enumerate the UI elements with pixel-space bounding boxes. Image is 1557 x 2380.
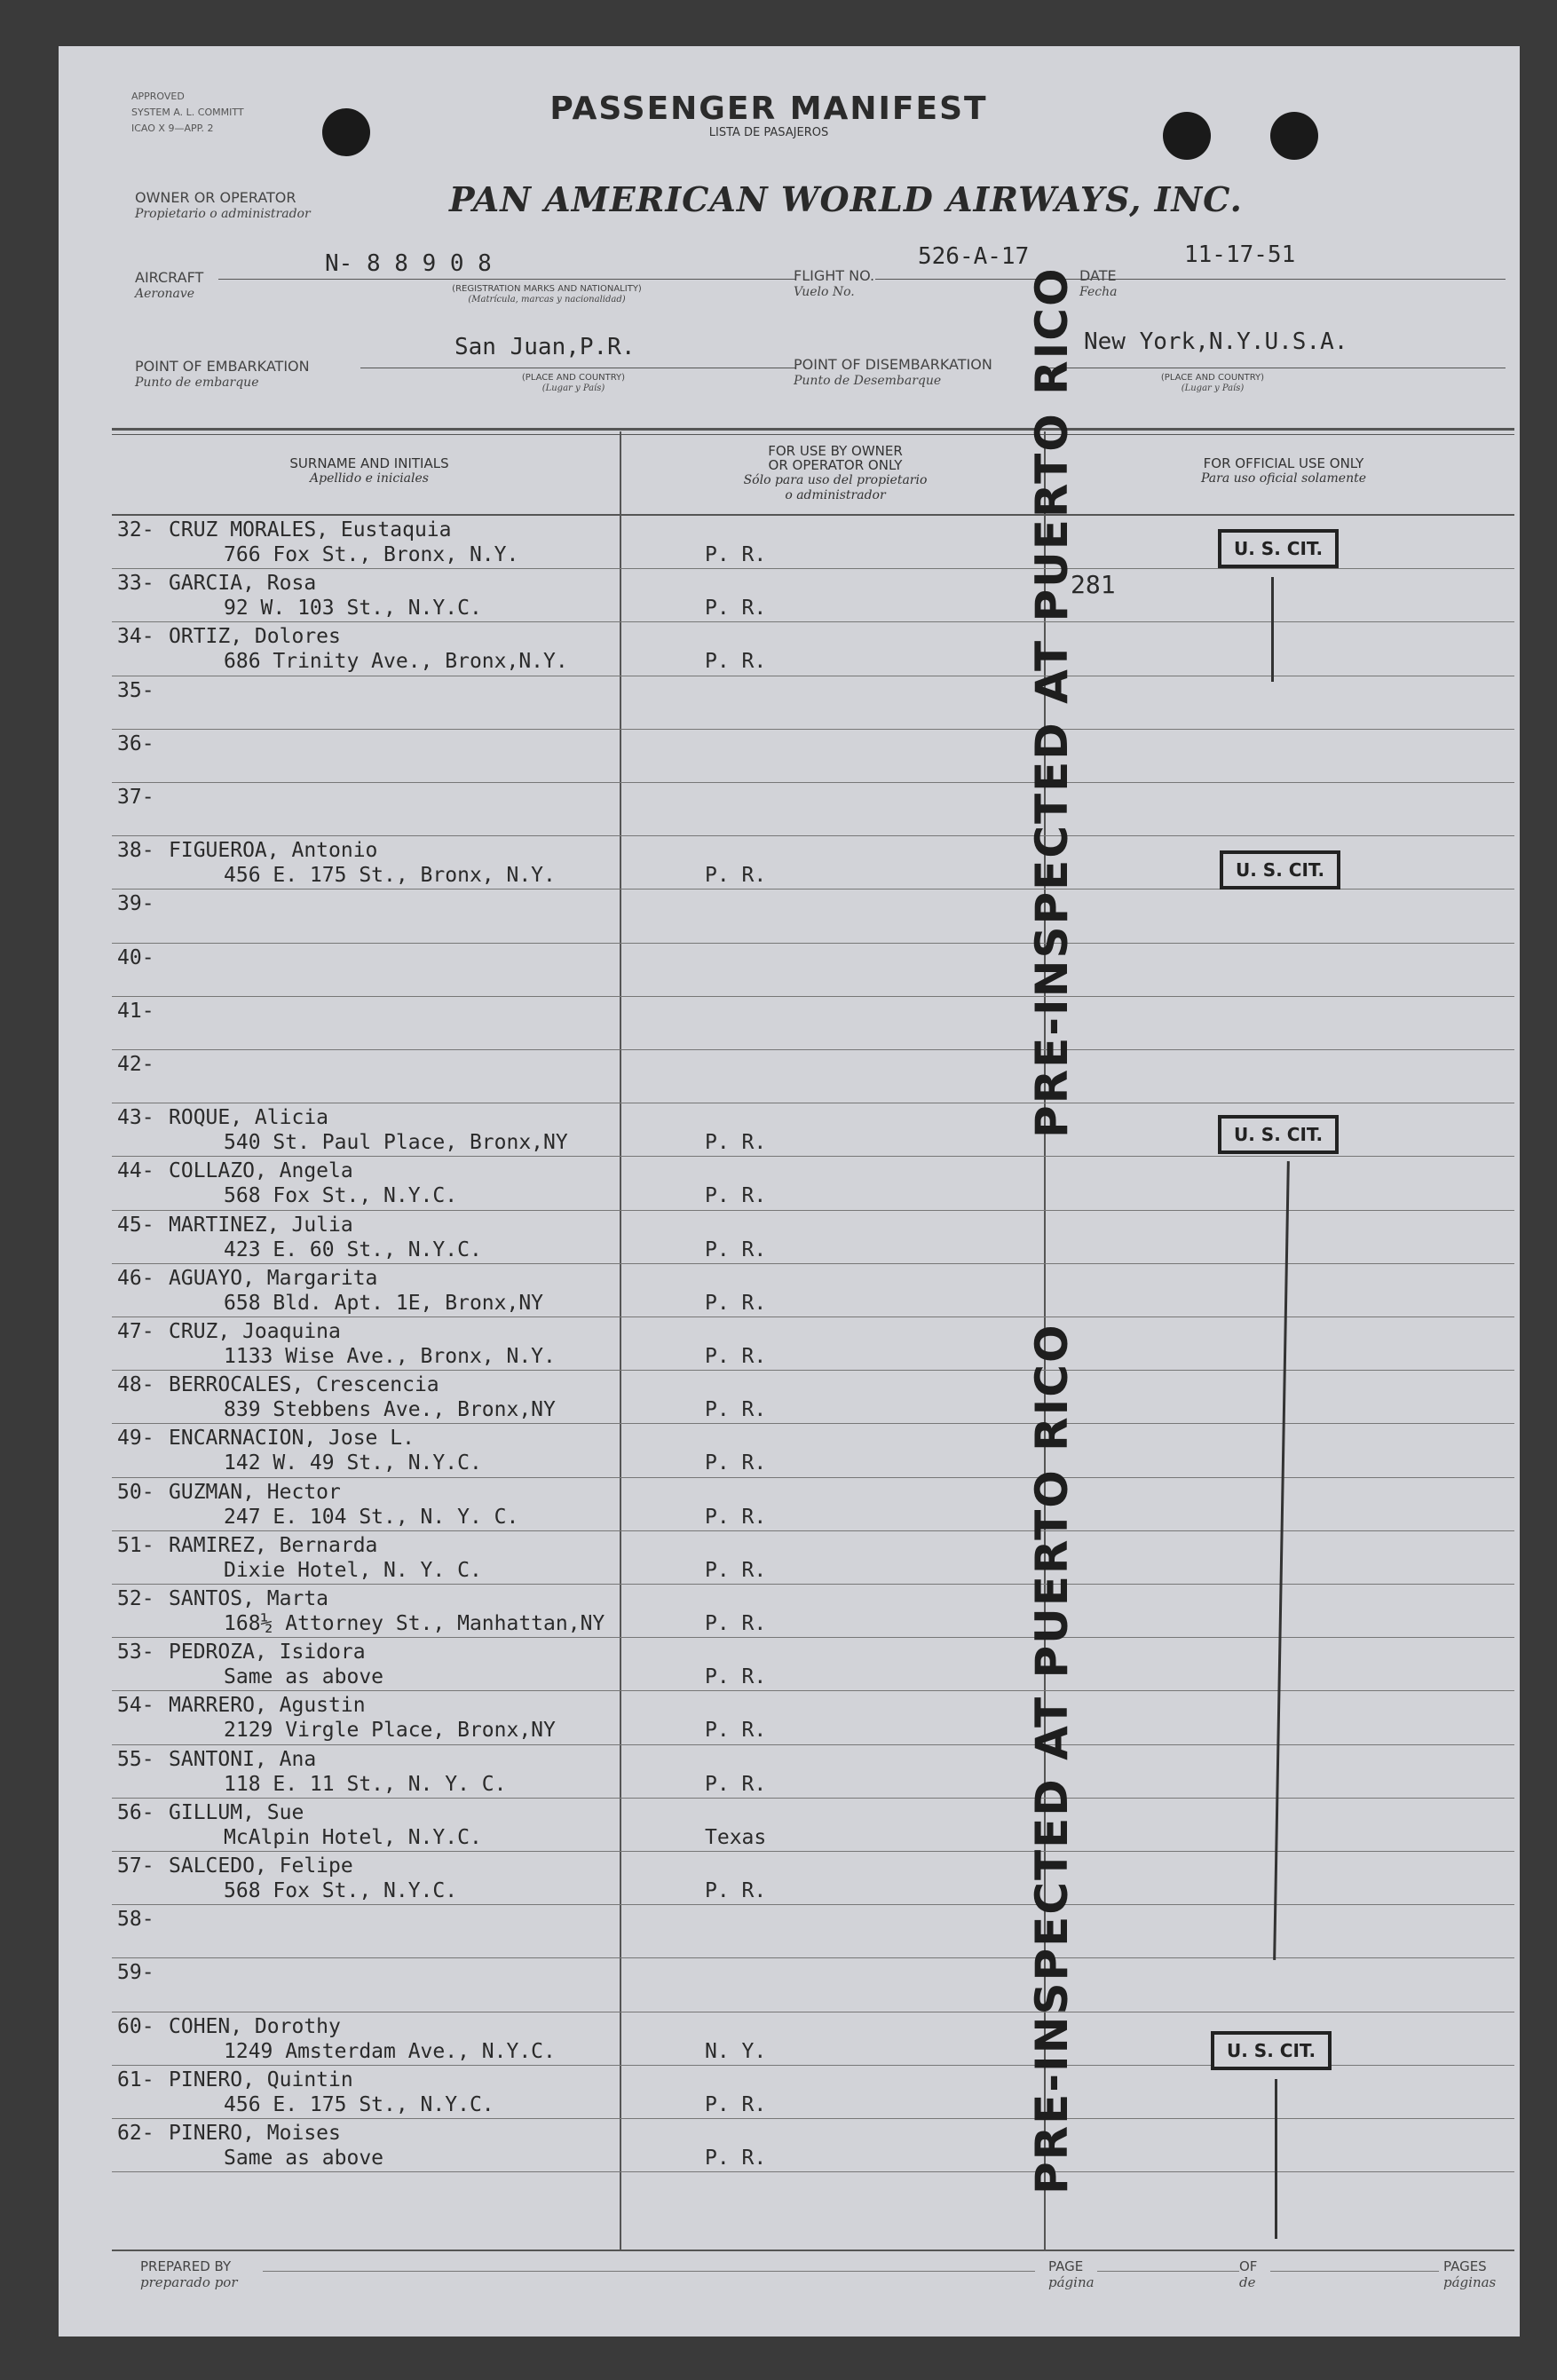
passenger-name: PINERO, Moises xyxy=(169,2122,341,2145)
row-number: 53- xyxy=(117,1641,154,1664)
passenger-address: 2129 Virgle Place, Bronx,NY xyxy=(224,1719,556,1743)
passenger-name: SALCEDO, Felipe xyxy=(169,1854,353,1878)
passenger-address: 568 Fox St., N.Y.C. xyxy=(224,1879,458,1902)
owner-use-entry: P. R. xyxy=(705,2147,767,2170)
row-divider xyxy=(112,1049,1514,1050)
row-divider xyxy=(112,729,1514,730)
owner-use-entry: P. R. xyxy=(705,1398,767,1422)
passenger-address: 456 E. 175 St., Bronx, N.Y. xyxy=(224,864,556,888)
owner-label-es: Propietario o administrador xyxy=(135,207,311,221)
row-number: 38- xyxy=(117,839,154,863)
row-number: 57- xyxy=(117,1854,154,1878)
column-head-official-es: Para uso oficial solamente xyxy=(1201,471,1366,486)
table-row xyxy=(59,1692,1520,1745)
row-divider xyxy=(112,1370,1514,1371)
passenger-name: ENCARNACION, Jose L. xyxy=(169,1427,415,1451)
column-head-name xyxy=(130,456,609,486)
row-divider xyxy=(112,1477,1514,1478)
passenger-address: 142 W. 49 St., N.Y.C. xyxy=(224,1451,482,1475)
passenger-name: BERROCALES, Crescencia xyxy=(169,1373,439,1397)
table-row xyxy=(59,1639,1520,1692)
disembarkation-label xyxy=(794,357,992,389)
flight-label xyxy=(794,268,874,300)
row-number: 55- xyxy=(117,1747,154,1771)
pages-label xyxy=(1443,2258,1496,2290)
us-citizen-stamp-1: U. S. CIT. xyxy=(1218,529,1339,568)
column-head-owner-es-1: Sólo para uso del propietario xyxy=(743,473,928,487)
passenger-address: 1133 Wise Ave., Bronx, N.Y. xyxy=(224,1345,556,1368)
passenger-name: SANTONI, Ana xyxy=(169,1747,317,1771)
passenger-name: GUZMAN, Hector xyxy=(169,1480,341,1504)
passenger-name: MARTINEZ, Julia xyxy=(169,1213,353,1237)
disembarkation-caption-en: (PLACE AND COUNTRY) xyxy=(1160,373,1265,383)
row-divider xyxy=(112,2171,1514,2172)
pages-label-en: PAGES xyxy=(1443,2258,1487,2274)
flight-value: 526-A-17 xyxy=(918,243,1030,270)
passenger-address: 686 Trinity Ave., Bronx,N.Y. xyxy=(224,650,568,674)
passenger-name: SANTOS, Marta xyxy=(169,1587,329,1610)
row-divider xyxy=(112,2118,1514,2119)
table-row xyxy=(59,1585,1520,1639)
passenger-name: CRUZ MORALES, Eustaquia xyxy=(169,518,452,542)
preinspected-stamp-2: PRE-INSPECTED AT PUERTO RICO xyxy=(1026,1323,1078,2194)
table-row xyxy=(59,1959,1520,2012)
row-number: 42- xyxy=(117,1053,154,1076)
passenger-address: 92 W. 103 St., N.Y.C. xyxy=(224,597,482,621)
us-citizen-stamp-4: U. S. CIT. xyxy=(1211,2031,1332,2070)
passenger-name: ORTIZ, Dolores xyxy=(169,625,341,649)
embarkation-caption xyxy=(476,373,671,394)
table-row xyxy=(59,1853,1520,1906)
disembarkation-value: New York,N.Y.U.S.A. xyxy=(1084,328,1348,355)
date-label-es: Fecha xyxy=(1079,285,1118,299)
table-row xyxy=(59,784,1520,837)
row-number: 44- xyxy=(117,1159,154,1183)
punch-hole-right xyxy=(1270,112,1318,160)
row-divider xyxy=(112,1957,1514,1958)
passenger-name: COHEN, Dorothy xyxy=(169,2014,341,2038)
row-divider xyxy=(112,568,1514,569)
passenger-address: 568 Fox St., N.Y.C. xyxy=(224,1184,458,1208)
row-divider xyxy=(112,1584,1514,1585)
flight-label-es: Vuelo No. xyxy=(794,285,855,299)
row-number: 41- xyxy=(117,999,154,1023)
embarkation-label xyxy=(135,359,310,391)
owner-use-entry: P. R. xyxy=(705,1451,767,1475)
table-row xyxy=(59,731,1520,784)
owner-use-entry: P. R. xyxy=(705,1291,767,1315)
row-number: 43- xyxy=(117,1106,154,1130)
approval-line-3: ICAO X 9—APP. 2 xyxy=(131,123,214,134)
owner-use-entry: P. R. xyxy=(705,1612,767,1635)
us-citizen-stamp-2: U. S. CIT. xyxy=(1220,850,1340,890)
column-head-name-es: Apellido e iniciales xyxy=(310,471,429,486)
row-number: 51- xyxy=(117,1533,154,1557)
of-label xyxy=(1239,2258,1257,2290)
page-subtitle: LISTA DE PASAJEROS xyxy=(708,126,829,139)
column-head-name-en: SURNAME AND INITIALS xyxy=(289,455,449,471)
owner-use-entry: P. R. xyxy=(705,2092,767,2116)
table-row xyxy=(59,1212,1520,1265)
passenger-address: Dixie Hotel, N. Y. C. xyxy=(224,1558,482,1582)
row-divider xyxy=(112,1530,1514,1531)
row-number: 61- xyxy=(117,2068,154,2091)
passenger-address: 118 E. 11 St., N. Y. C. xyxy=(224,1772,507,1796)
column-head-owner-es-2: o administrador xyxy=(785,488,886,502)
punch-hole-left xyxy=(322,108,370,156)
table-row xyxy=(59,1425,1520,1478)
column-head-owner xyxy=(627,444,1044,502)
embarkation-caption-es: (Lugar y País) xyxy=(541,383,605,393)
table-row xyxy=(59,1906,1520,1959)
date-value: 11-17-51 xyxy=(1184,241,1296,268)
aircraft-label-en: AIRCRAFT xyxy=(135,269,204,286)
table-row xyxy=(59,998,1520,1051)
row-divider xyxy=(112,943,1514,944)
preinspected-stamp-1: PRE-INSPECTED AT PUERTO RICO xyxy=(1026,266,1078,1138)
row-number: 54- xyxy=(117,1694,154,1718)
owner-use-entry: N. Y. xyxy=(705,2039,767,2063)
owner-use-entry: P. R. xyxy=(705,1131,767,1155)
row-number: 36- xyxy=(117,731,154,755)
approval-note xyxy=(131,89,244,137)
passenger-name: RAMIREZ, Bernarda xyxy=(169,1533,378,1557)
us-citizen-stamp-3: U. S. CIT. xyxy=(1218,1115,1339,1154)
owner-use-entry: P. R. xyxy=(705,1184,767,1208)
row-number: 50- xyxy=(117,1480,154,1504)
owner-use-entry: Texas xyxy=(705,1825,767,1849)
row-divider xyxy=(112,1156,1514,1157)
row-divider xyxy=(112,1851,1514,1852)
passenger-name: AGUAYO, Margarita xyxy=(169,1266,378,1290)
disembarkation-caption-es: (Lugar y País) xyxy=(1181,383,1245,393)
table-row xyxy=(59,1532,1520,1585)
official-note: 281 xyxy=(1071,570,1116,599)
date-label-en: DATE xyxy=(1079,267,1117,284)
owner-label-en: OWNER OR OPERATOR xyxy=(135,189,296,206)
embarkation-value: San Juan,P.R. xyxy=(454,334,636,360)
page-label-en: PAGE xyxy=(1048,2258,1084,2274)
embarkation-label-en: POINT OF EMBARKATION xyxy=(135,358,310,375)
table-row xyxy=(59,570,1520,623)
row-divider xyxy=(112,782,1514,783)
owner-use-entry: P. R. xyxy=(705,1505,767,1529)
pages-label-es: páginas xyxy=(1443,2274,1497,2290)
punch-hole-mid xyxy=(1163,112,1211,160)
passenger-name: MARRERO, Agustin xyxy=(169,1694,366,1718)
page-title: PASSENGER MANIFEST xyxy=(549,91,988,127)
passenger-address: 540 St. Paul Place, Bronx,NY xyxy=(224,1131,568,1155)
passenger-name: GARCIA, Rosa xyxy=(169,572,317,596)
row-number: 52- xyxy=(117,1587,154,1610)
passenger-address: 839 Stebbens Ave., Bronx,NY xyxy=(224,1398,556,1422)
page-label-es: página xyxy=(1048,2274,1095,2290)
check-line-3 xyxy=(1275,2079,1277,2239)
row-number: 35- xyxy=(117,678,154,702)
passenger-address: McAlpin Hotel, N.Y.C. xyxy=(224,1825,482,1849)
passenger-name: GILLUM, Sue xyxy=(169,1800,304,1824)
row-number: 32- xyxy=(117,518,154,542)
passenger-name: PEDROZA, Isidora xyxy=(169,1641,366,1664)
of-label-es: de xyxy=(1239,2274,1256,2290)
row-number: 33- xyxy=(117,572,154,596)
column-head-official-en: FOR OFFICIAL USE ONLY xyxy=(1203,455,1364,471)
passenger-address: 423 E. 60 St., N.Y.C. xyxy=(224,1237,482,1261)
column-head-owner-en-1: FOR USE BY OWNER xyxy=(768,443,903,459)
table-row xyxy=(59,1479,1520,1532)
page-label xyxy=(1048,2258,1095,2290)
row-number: 56- xyxy=(117,1800,154,1824)
row-divider xyxy=(112,1904,1514,1905)
passenger-address: 168½ Attorney St., Manhattan,NY xyxy=(224,1612,605,1635)
disembarkation-label-es: Punto de Desembarque xyxy=(794,374,942,388)
table-row xyxy=(59,677,1520,731)
row-divider xyxy=(112,1423,1514,1424)
row-number: 37- xyxy=(117,786,154,809)
row-number: 59- xyxy=(117,1961,154,1985)
row-divider xyxy=(112,996,1514,997)
passenger-address: 247 E. 104 St., N. Y. C. xyxy=(224,1505,519,1529)
owner-label xyxy=(135,190,311,222)
column-head-owner-en-2: OR OPERATOR ONLY xyxy=(768,457,903,473)
flight-label-en: FLIGHT NO. xyxy=(794,267,875,284)
aircraft-value: N- 8 8 9 0 8 xyxy=(325,250,492,277)
row-divider xyxy=(112,1637,1514,1638)
passenger-name: FIGUEROA, Antonio xyxy=(169,839,378,863)
passenger-name: ROQUE, Alicia xyxy=(169,1106,329,1130)
row-number: 47- xyxy=(117,1320,154,1343)
embarkation-caption-en: (PLACE AND COUNTRY) xyxy=(521,373,626,383)
table-row xyxy=(59,1318,1520,1372)
aircraft-label-es: Aeronave xyxy=(135,287,195,301)
passenger-address: Same as above xyxy=(224,2147,384,2170)
table-row xyxy=(59,1158,1520,1211)
passenger-address: Same as above xyxy=(224,1665,384,1689)
passenger-name: CRUZ, Joaquina xyxy=(169,1320,341,1343)
table-row xyxy=(59,1372,1520,1425)
table-row xyxy=(59,890,1520,944)
owner-use-entry: P. R. xyxy=(705,1558,767,1582)
owner-use-entry: P. R. xyxy=(705,650,767,674)
approval-line-2: SYSTEM A. L. COMMITT xyxy=(131,107,244,118)
passenger-address: 766 Fox St., Bronx, N.Y. xyxy=(224,543,519,566)
prepared-by-en: PREPARED BY xyxy=(140,2258,232,2274)
row-divider xyxy=(112,1263,1514,1264)
row-divider xyxy=(112,1690,1514,1691)
table-row xyxy=(59,1265,1520,1318)
column-head-official xyxy=(1048,456,1519,486)
row-number: 60- xyxy=(117,2014,154,2038)
row-number: 48- xyxy=(117,1373,154,1397)
row-number: 45- xyxy=(117,1213,154,1237)
owner-use-entry: P. R. xyxy=(705,1237,767,1261)
passenger-address: 658 Bld. Apt. 1E, Bronx,NY xyxy=(224,1291,544,1315)
aircraft-label xyxy=(135,270,203,302)
disembarkation-label-en: POINT OF DISEMBARKATION xyxy=(794,356,992,373)
table-row xyxy=(59,1799,1520,1853)
owner-use-entry: P. R. xyxy=(705,1772,767,1796)
owner-use-entry: P. R. xyxy=(705,543,767,566)
row-number: 62- xyxy=(117,2122,154,2145)
registration-caption-en: (REGISTRATION MARKS AND NATIONALITY) xyxy=(452,284,642,294)
embarkation-label-es: Punto de embarque xyxy=(135,376,259,390)
manifest-sheet xyxy=(59,46,1520,2337)
owner-use-entry: P. R. xyxy=(705,1665,767,1689)
table-row xyxy=(59,1746,1520,1799)
table-row xyxy=(59,945,1520,998)
table-row xyxy=(59,2067,1520,2120)
date-label xyxy=(1079,268,1117,300)
registration-caption-es: (Matrícula, marcas y nacionalidad) xyxy=(468,295,626,304)
row-number: 46- xyxy=(117,1266,154,1290)
table-row xyxy=(59,2120,1520,2173)
passenger-name: COLLAZO, Angela xyxy=(169,1159,353,1183)
table-row xyxy=(59,623,1520,676)
prepared-by-label xyxy=(140,2258,238,2290)
check-line-1 xyxy=(1271,577,1274,682)
owner-use-entry: P. R. xyxy=(705,864,767,888)
registration-caption xyxy=(352,284,742,305)
row-divider xyxy=(112,1210,1514,1211)
owner-use-entry: P. R. xyxy=(705,597,767,621)
approval-line-1: APPROVED xyxy=(131,91,185,102)
row-divider xyxy=(112,1744,1514,1745)
airline-name: PAN AMERICAN WORLD AIRWAYS, INC. xyxy=(449,179,1243,219)
owner-use-entry: P. R. xyxy=(705,1879,767,1902)
passenger-address: 456 E. 175 St., N.Y.C. xyxy=(224,2092,494,2116)
prepared-by-es: preparado por xyxy=(140,2274,238,2290)
row-number: 40- xyxy=(117,945,154,969)
row-number: 34- xyxy=(117,625,154,649)
row-divider xyxy=(112,835,1514,836)
row-divider xyxy=(112,621,1514,622)
disembarkation-caption xyxy=(1115,373,1310,394)
row-divider xyxy=(112,1798,1514,1799)
table-row xyxy=(59,1051,1520,1104)
passenger-name: PINERO, Quintin xyxy=(169,2068,353,2091)
row-number: 58- xyxy=(117,1908,154,1932)
passenger-address: 1249 Amsterdam Ave., N.Y.C. xyxy=(224,2039,556,2063)
row-number: 39- xyxy=(117,892,154,916)
owner-use-entry: P. R. xyxy=(705,1345,767,1368)
row-number: 49- xyxy=(117,1427,154,1451)
owner-use-entry: P. R. xyxy=(705,1719,767,1743)
of-label-en: OF xyxy=(1239,2258,1258,2274)
